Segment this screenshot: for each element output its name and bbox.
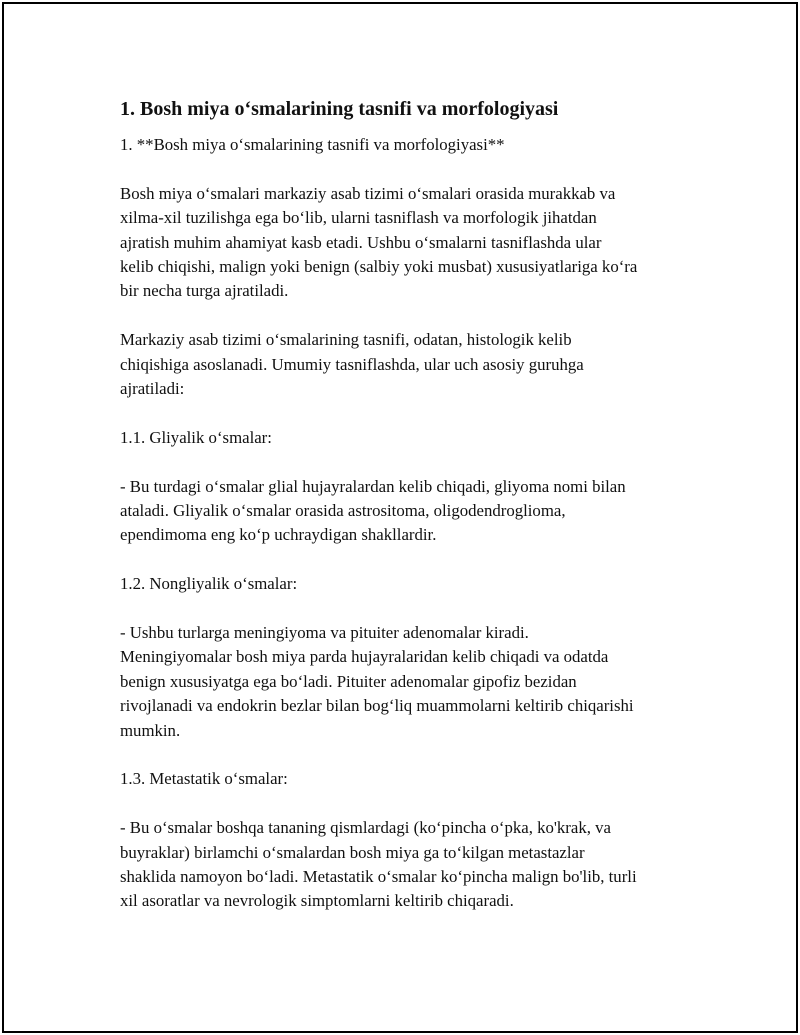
text-line: buyraklar) birlamchi o‘smalardan bosh miya ga to‘kilgan metastazlar [120,842,585,862]
paragraph [120,328,700,401]
section-heading: 1. Bosh miya o‘smalarining tasnifi va morfologiyasi [120,98,559,120]
text-line: xil asoratlar va nevrologik simptomlarni keltirib chiqaradi. [120,891,514,911]
paragraph-list [120,133,700,914]
paragraph [120,816,700,914]
text-line: 1.1. Gliyalik o‘smalar: [120,427,272,447]
text-line: - Bu o‘smalar boshqa tananing qismlardagi (ko‘pincha o‘pka, ko'krak, va [120,818,611,838]
text-line: 1. **Bosh miya o‘smalarining tasnifi va morfologiyasi** [120,135,505,154]
text-line: ajratish muhim ahamiyat kasb etadi. Ushbu o‘smalarni tasniflashda ular [120,232,602,252]
text-line: shaklida namoyon bo‘ladi. Metastatik o‘smalar ko‘pincha malign bo'lib, turli [120,867,637,887]
text-line: chiqishiga asoslanadi. Umumiy tasniflashda, ular uch asosiy guruhga [120,354,584,374]
text-line: ataladi. Gliyalik o‘smalar orasida astrositoma, oligodendroglioma, [120,501,566,521]
text-line: Meningiyomalar bosh miya parda hujayralaridan kelib chiqadi va odatda [120,647,609,667]
document-content [120,96,700,938]
text-line: 1.3. Metastatik o‘smalar: [120,769,288,789]
text-line: rivojlanadi va endokrin bezlar bilan bog‘liq muammolarni keltirib chiqarishi [120,696,634,716]
paragraph [120,475,700,548]
paragraph [120,133,700,157]
document-page [2,2,798,1033]
text-line: kelib chiqishi, malign yoki benign (salbiy yoki musbat) xususiyatlariga ko‘ra [120,257,638,277]
text-line: benign xususiyatga ega bo‘ladi. Pituiter adenomalar gipofiz bezidan [120,671,577,691]
text-line: ajratiladi: [120,379,185,399]
text-line: Bosh miya o‘smalari markaziy asab tizimi o‘smalari orasida murakkab va [120,183,616,203]
text-line: Markaziy asab tizimi o‘smalarining tasnifi, odatan, histologik kelib [120,330,572,350]
text-line: xilma-xil tuzilishga ega bo‘lib, ularni tasniflash va morfologik jihatdan [120,208,597,228]
text-line: bir necha turga ajratiladi. [120,281,289,301]
text-line: mumkin. [120,720,181,740]
text-line: ependimoma eng ko‘p uchraydigan shakllardir. [120,525,437,545]
text-line: - Ushbu turlarga meningiyoma va pituiter adenomalar kiradi. [120,623,529,643]
text-line: 1.2. Nongliyalik o‘smalar: [120,574,298,594]
paragraph [120,182,700,304]
text-line: - Bu turdagi o‘smalar glial hujayralardan kelib chiqadi, gliyoma nomi bilan [120,476,626,496]
paragraph [120,572,700,596]
paragraph [120,426,700,450]
paragraph [120,767,700,791]
paragraph [120,621,700,743]
